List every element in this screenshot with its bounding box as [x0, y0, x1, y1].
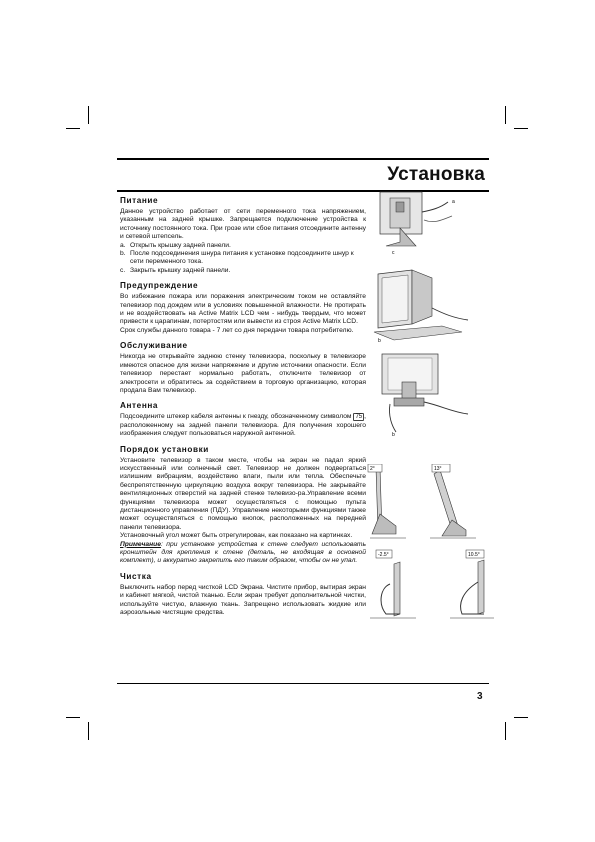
- list-text: Закрыть крышку задней панели.: [130, 266, 231, 274]
- figure-label: b: [392, 432, 395, 438]
- page-title: Установка: [387, 164, 485, 185]
- section-heading: Обслуживание: [120, 341, 188, 351]
- list-item: [120, 242, 366, 250]
- section-heading: Предупреждение: [120, 281, 199, 291]
- figure-label: c: [392, 250, 395, 256]
- section-body: [120, 413, 366, 438]
- section-service: [120, 341, 366, 395]
- swivel-angle-label: -2.5°: [378, 552, 389, 558]
- crop-mark: [505, 106, 506, 124]
- list-item: [120, 250, 366, 267]
- section-body: Данное устройство работает от сети переменного тока напряжением, указанным на задней крышке. Запрещается подключение устройства к источнику постоянного тока. При грозе или сбое питания отсоедините антенну и сетевой штепсель.: [120, 208, 366, 241]
- section-heading: Порядок установки: [120, 444, 209, 454]
- section-body-lifetime: Срок службы данного товара - 7 лет со дня передачи товара потребителю.: [120, 326, 354, 334]
- figure-label: a: [452, 199, 455, 205]
- install-note: [120, 541, 366, 566]
- antenna-symbol: 75: [355, 414, 363, 421]
- list-item: [120, 267, 366, 275]
- section-heading: Питание: [120, 196, 159, 205]
- swivel-angle-label: 10.5°: [468, 552, 480, 558]
- section-warning: [120, 281, 366, 335]
- antenna-text-before: Подсоедините штекер кабеля антенны к гнезду, обозначенному символом: [120, 413, 352, 421]
- tilt-angle-label: 2°: [370, 466, 375, 472]
- section-body-angle: Установочный угол может быть отрегулирован, как показано на картинках.: [120, 532, 353, 540]
- section-body: Никогда не открывайте заднюю стенку телевизора, поскольку в телевизоре имеются опасное для жизни напряжение и другие источники опасности. Если телевизор перестает нормально работать, отключите телевизор от электросети и обратитесь за содействием в торговую организацию, которая продала Вам телевизор.: [120, 353, 366, 394]
- footer-rule: [117, 683, 489, 684]
- crop-mark: [88, 722, 89, 740]
- section-body: Установите телевизор в таком месте, чтобы на экран не падал яркий искусственный или солнечный свет. Телевизор не должен подвергаться излишним вибрациям, воздействию влаги, пыли или тепла. Обеспечьте беспрепятственную циркуляцию воздуха вокруг телевизора. Не закрывайте вентиляционных отверстий на задней стенке телевизо-ра.Управление всеми функциями телевизора может осуществляться с помощью пульта дистанционного управления (ПДУ). Управление некоторыми функциями также может осуществляться с помощью кнопок, расположенных на передней панели телевизора.: [120, 456, 366, 531]
- main-content: [120, 196, 366, 623]
- figure-label: b: [378, 338, 381, 344]
- section-body: Во избежание пожара или поражения электрическим током не оставляйте телевизор под дождем или в условиях повышенной влажности. Не протирать и не воздействовать на Active Matrix LCD чем - нибудь твердым, что может привести к царапинам, потертостям или вывести из строя Active Matrix LCD.: [120, 293, 366, 326]
- antenna-text-after: , расположенному на задней панели телевизора. Для получения хорошего изображения следует пользоваться наружной антенной.: [120, 413, 366, 438]
- steps-list: [120, 242, 366, 276]
- crop-mark: [66, 717, 80, 718]
- section-cleaning: [120, 572, 366, 618]
- page-number: 3: [477, 691, 483, 702]
- crop-mark: [514, 128, 528, 129]
- crop-mark: [88, 106, 89, 124]
- tilt-angle-label: 13°: [434, 466, 442, 472]
- list-marker: a.: [120, 241, 126, 249]
- list-text: После подсоединения шнура питания к установке подсоедините шнур к сети переменного тока.: [130, 250, 354, 266]
- section-antenna: [120, 401, 366, 438]
- figure-swivel-angles: [366, 548, 496, 626]
- note-text: : при установке устройства к стене следует использовать кронштейн для крепления к стене (деталь, не входящая в основной комплект), и аккуратно закрепить его таким образом, чтобы он не упал.: [120, 540, 366, 565]
- title-bar: [117, 158, 489, 192]
- section-heading: Чистка: [120, 571, 152, 581]
- section-power: [120, 196, 366, 275]
- figure-tilt-angles: [366, 464, 496, 544]
- section-body: Выключить набор перед чисткой LCD Экрана. Чистите прибор, вытирая экран и кабинет мягкой, чистой тканью. Если экран требует дополнительной чистки, используйте чистую, влажную ткань. Запрещено использовать жидкие или аэрозольные чистящие средства.: [120, 583, 366, 617]
- figure-antenna-rear: [372, 352, 472, 438]
- section-install: [120, 445, 366, 566]
- list-text: Открыть крышку задней панели.: [130, 241, 231, 249]
- crop-mark: [66, 128, 80, 129]
- crop-mark: [505, 722, 506, 740]
- list-marker: c.: [120, 266, 126, 274]
- section-heading: Антенна: [120, 401, 159, 411]
- list-marker: b.: [120, 250, 126, 258]
- note-label: Примечание: [120, 540, 161, 548]
- crop-mark: [514, 717, 528, 718]
- figure-tv-plug: [372, 268, 472, 344]
- figure-back-cover: [372, 190, 462, 258]
